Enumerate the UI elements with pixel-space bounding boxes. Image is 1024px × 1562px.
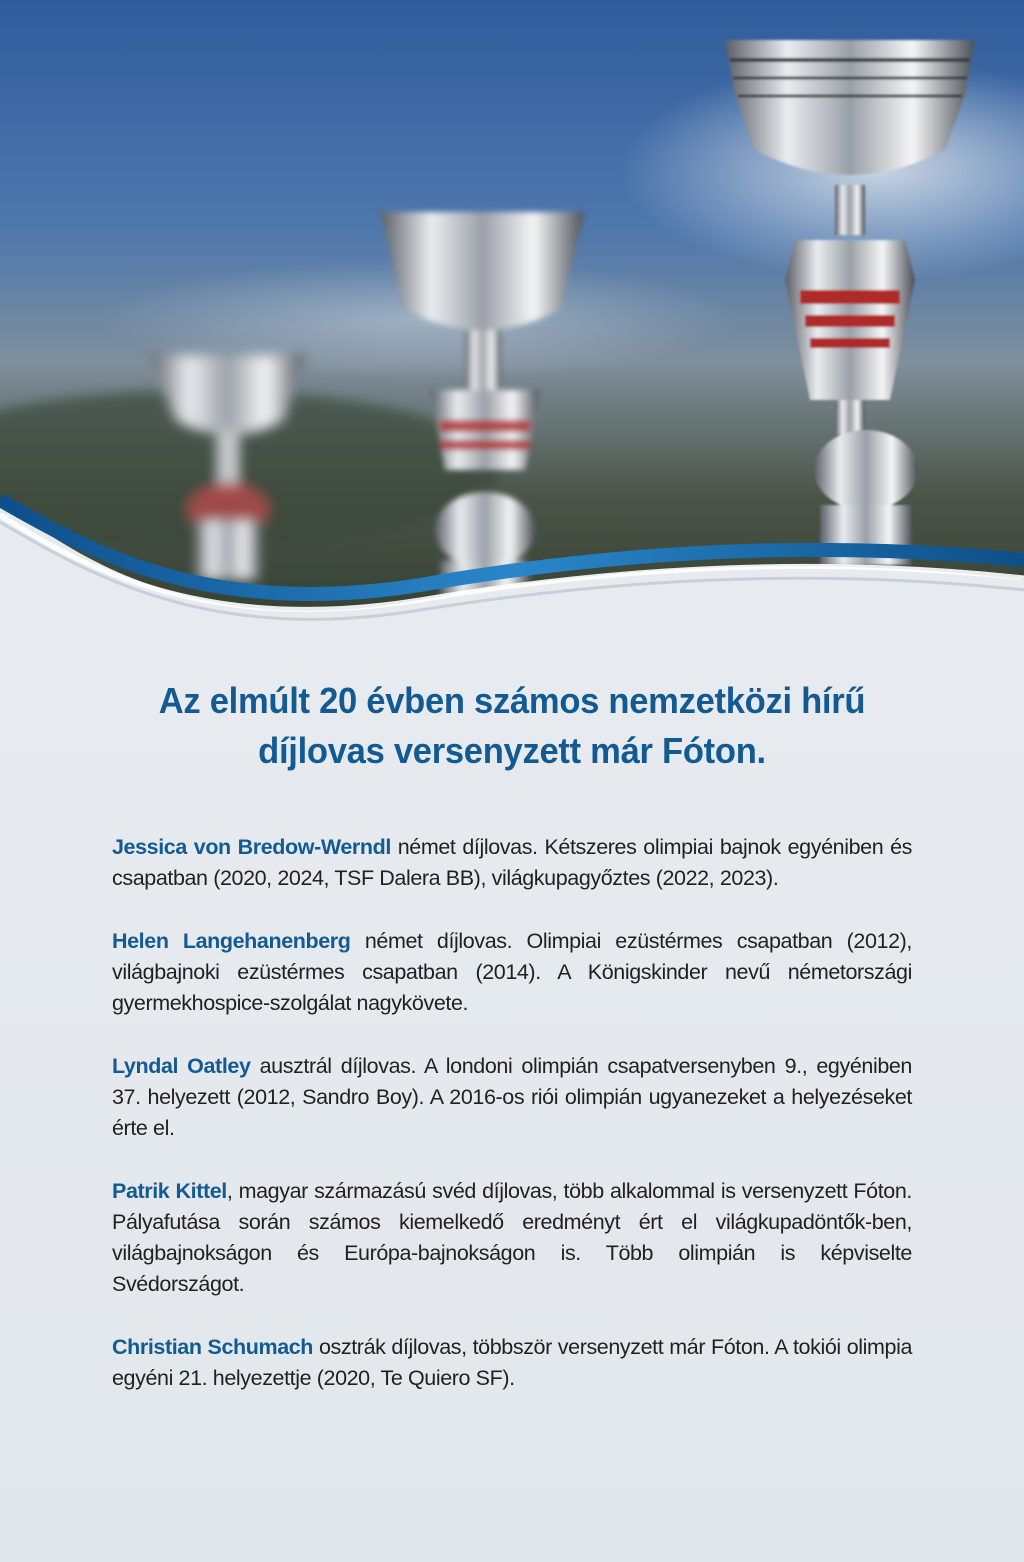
rider-entry	[112, 1176, 912, 1300]
rider-description: német díjlovas. Olimpiai ezüstérmes csapatban (2012), világbajnoki ezüstérmes csapatban (2014). A Königskinder nevű németországi gyermekhospice-szolgálat nagykövete.	[112, 929, 912, 1015]
hero-image	[0, 0, 1024, 660]
rider-description: osztrák díjlovas, többször versenyzett már Fóton. A tokiói olimpia egyéni 21. helyezettje (2020, Te Quiero SF).	[112, 1335, 913, 1390]
rider-entry	[112, 832, 912, 894]
rider-name: Lyndal Oatley	[112, 1054, 251, 1078]
rider-name: Helen Langehanenberg	[112, 929, 351, 953]
title-line-1: Az elmúlt 20 évben számos nemzetközi hírű	[158, 680, 866, 721]
title-line-2: díjlovas versenyzett már Fóton.	[258, 730, 766, 771]
page-title	[78, 676, 946, 776]
rider-description: német díjlovas. Kétszeres olimpiai bajnok egyéniben és csapatban (2020, 2024, TSF Dalera BB), világkupagyőztes (2022, 2023).	[112, 835, 913, 890]
rider-entry	[112, 926, 912, 1019]
rider-name: Patrik Kittel	[112, 1179, 227, 1203]
rider-entry	[112, 1051, 912, 1144]
rider-name: Christian Schumach	[112, 1335, 314, 1359]
rider-list	[112, 832, 912, 1426]
rider-name: Jessica von Bredow-Werndl	[112, 835, 391, 859]
rider-entry	[112, 1332, 912, 1394]
rider-description: ausztrál díjlovas. A londoni olimpián csapatversenyben 9., egyéniben 37. helyezett (2012, Sandro Boy). A 2016-os riói olimpián ugyanezeket a helyezéseket érte el.	[112, 1054, 912, 1140]
rider-description: , magyar származású svéd díjlovas, több alkalommal is versenyzett Fóton. Pályafutása során számos kiemelkedő eredményt ért el világkupadöntők-ben, világbajnokságon és Európa-bajnokságon is. Több olimpián is képviselte Svédországot.	[112, 1179, 912, 1296]
